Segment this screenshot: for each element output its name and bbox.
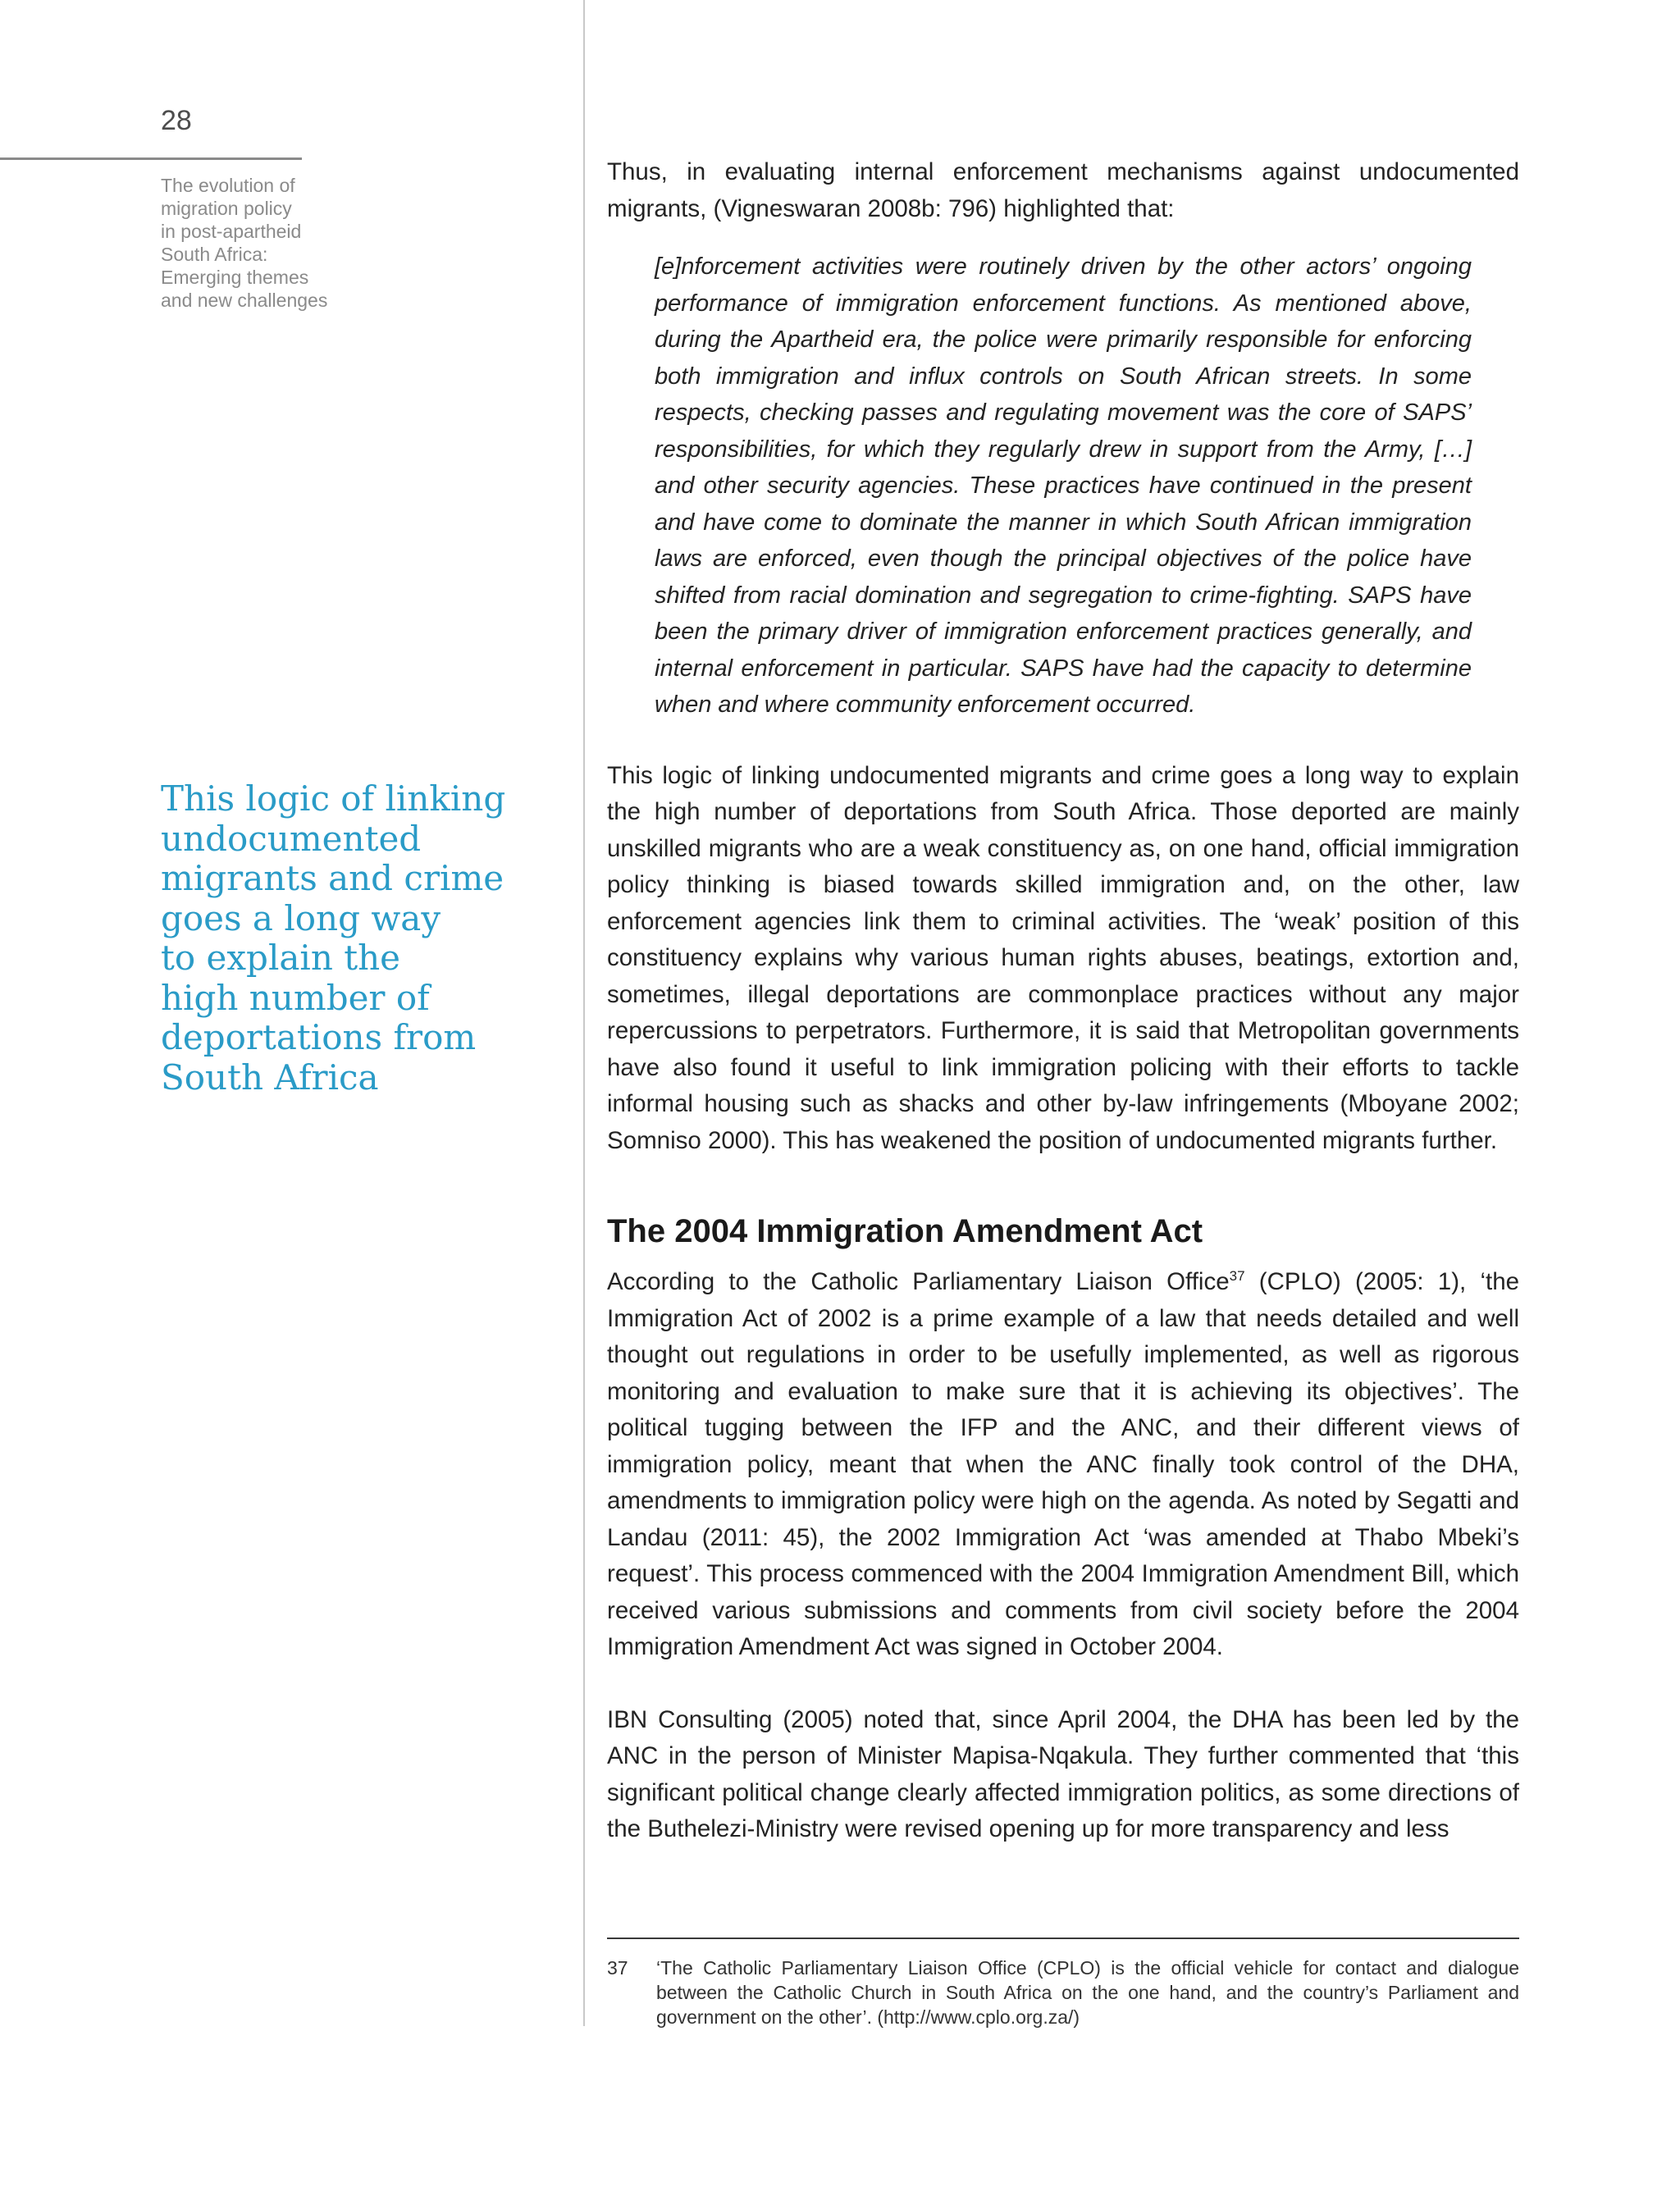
section-heading: The 2004 Immigration Amendment Act xyxy=(607,1213,1203,1249)
main-column xyxy=(607,154,1519,1848)
running-head-line: Emerging themes xyxy=(161,267,309,288)
pull-quote-line: This logic of linking xyxy=(161,778,506,819)
running-head xyxy=(161,174,374,312)
pull-quote-line: to explain the xyxy=(161,938,401,978)
pull-quote-line: South Africa xyxy=(161,1057,379,1098)
pull-quote-line: goes a long way xyxy=(161,897,441,938)
pull-quote-line: undocumented xyxy=(161,818,422,859)
footnote-number: 37 xyxy=(607,1957,628,1979)
running-head-line: The evolution of xyxy=(161,175,295,196)
intro-paragraph: Thus, in evaluating internal enforcement mechanisms against undocumented migrants, (Vigneswaran 2008b: 796) highlighted that: xyxy=(607,158,1519,222)
footnote-rule xyxy=(607,1938,1519,1939)
running-head-line: South Africa: xyxy=(161,244,268,265)
block-quote: [e]nforcement activities were routinely driven by the other actors’ ongoing performance of immigration enforcement functions. As mentioned above, during the Apartheid era, the police were primarily responsible for enforcing both immigration and influx controls on South African streets. In some respects, checking passes and regulating movement was the core of SAPS’ responsibilities, for which they regularly drew in support from the Army, […] and other security agencies. These practices have continued in the present and have come to dominate the manner in which South African immigration laws are enforced, even though the principal objectives of the police have shifted from racial domination and segregation to crime-fighting. SAPS have been the primary driver of immigration enforcement practices generally, and internal enforcement in particular. SAPS have had the capacity to determine when and where community enforcement occurred. xyxy=(655,253,1472,718)
running-head-line: migration policy xyxy=(161,198,292,219)
running-head-line: in post-apartheid xyxy=(161,221,302,242)
body-paragraph: This logic of linking undocumented migrants and crime goes a long way to explain the high number of deportations from South Africa. Those deported are mainly unskilled migrants who are a weak constituency as, on one hand, official immigration policy thinking is biased towards skilled immigration and, on the other, law enforcement agencies link them to criminal activities. The ‘weak’ position of this constituency explains why various human rights abuses, beatings, extortion and, sometimes, illegal deportations are commonplace practices without any major repercussions to perpetrators. Furthermore, it is said that Metropolitan governments have also found it useful to link immigration policing with their efforts to tackle informal housing such as shacks and other by-law infringements (Mboyane 2002; Somniso 2000). This has weakened the position of undocumented migrants further. xyxy=(607,761,1519,1154)
page-number: 28 xyxy=(161,105,192,136)
pull-quote-line: migrants and crime xyxy=(161,858,504,898)
paragraph-text: (CPLO) (2005: 1), ‘the Immigration Act of 2002 is a prime example of a law that needs detailed and well thought out regulations in order to be usefully implemented, as well as rigorous monitoring and evaluation to make sure that it is achieving its objectives’. The political tugging between the IFP and the ANC, and their different views of immigration policy, meant that when the ANC finally took control of the DHA, amendments to immigration policy were high on the agenda. As noted by Segatti and Landau (2011: 45), the 2002 Immigration Act ‘was amended at Thabo Mbeki’s request’. This process commenced with the 2004 Immigration Amendment Bill, which received various submissions and comments from civil society before the 2004 Immigration Amendment Act was signed in October 2004. xyxy=(607,1268,1520,1660)
pull-quote-line: high number of xyxy=(161,977,430,1018)
footnote xyxy=(607,1956,1519,2029)
body-paragraph: IBN Consulting (2005) noted that, since April 2004, the DHA has been led by the ANC in the person of Minister Mapisa-Nqakula. They further commented that ‘this significant political change clearly affected immigration politics, as some directions of the Buthelezi-Ministry were revised opening up for more transparency and less xyxy=(607,1705,1519,1842)
paragraph-text: According to the Catholic Parliamentary Liaison Office xyxy=(607,1268,1230,1295)
pull-quote xyxy=(161,779,522,1098)
header-rule xyxy=(0,157,302,160)
footnote-reference[interactable]: 37 xyxy=(1229,1268,1245,1285)
body-paragraph xyxy=(607,1264,1519,1666)
pull-quote-line: deportations from xyxy=(161,1017,477,1057)
column-divider xyxy=(583,0,585,2026)
running-head-line: and new challenges xyxy=(161,290,328,311)
footnote-text: ‘The Catholic Parliamentary Liaison Office (CPLO) is the official vehicle for contact and dialogue between the Catholic Church in South Africa on the one hand, and the country’s Parliament and government on the other’. (http://www.cplo.org.za/) xyxy=(656,1957,1519,2028)
